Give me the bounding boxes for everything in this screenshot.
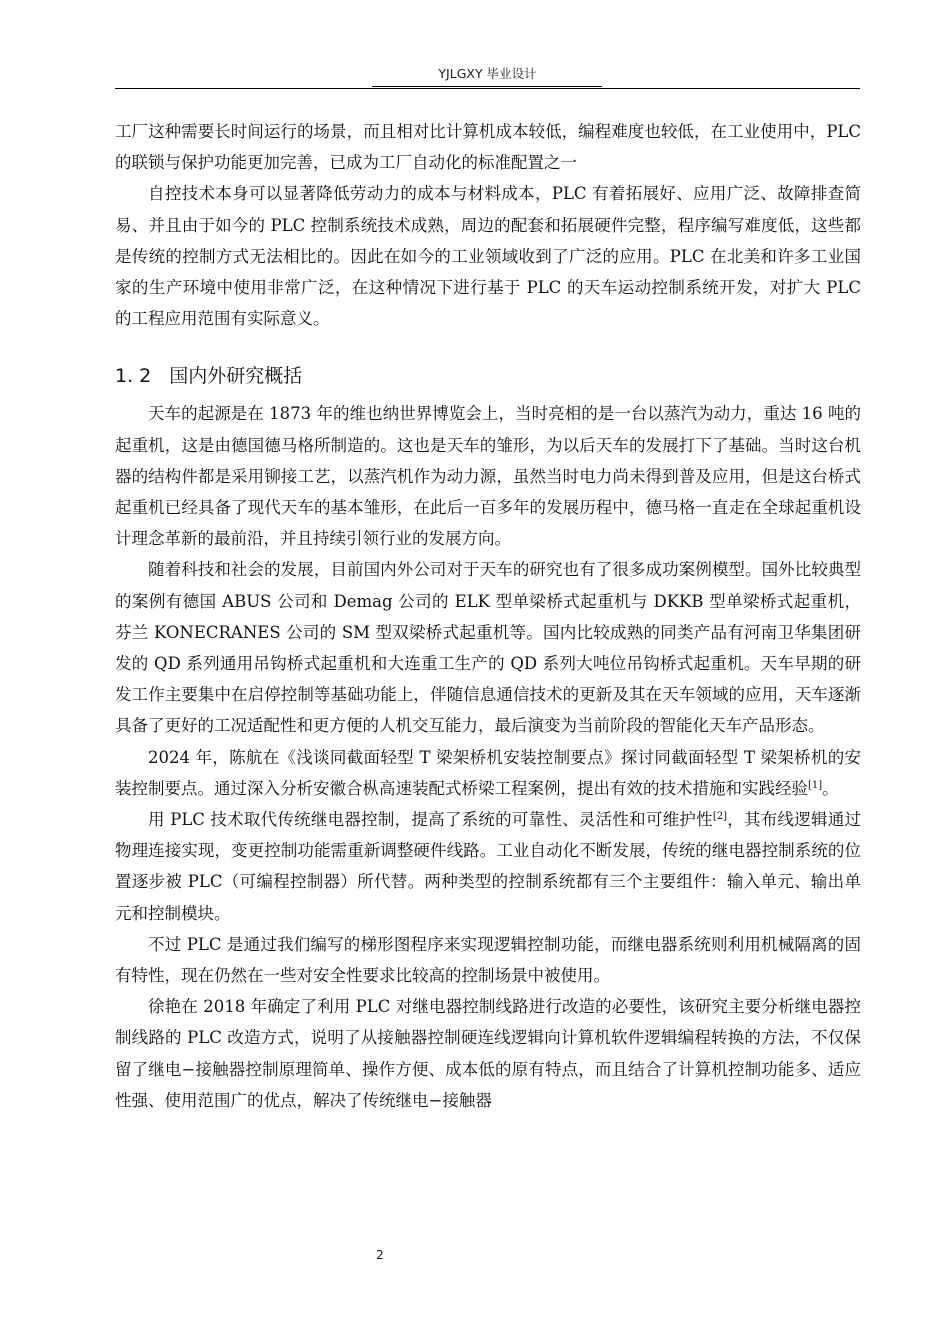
paragraph-4: 随着科技和社会的发展，目前国内外公司对于天车的研究也有了很多成功案例模型。国外比较典型的案例有德国 ABUS 公司和 Demag 公司的 ELK 型单梁桥式起重机与 DKKB 型单梁桥式起重机，芬兰 KONECRANES 公司的 SM 型双梁桥式起重机等。国内比较成熟的同类产品有河南卫华集团研发的 QD 系列通用吊钩桥式起重机和大连重工生产的 QD 系列大吨位吊钩桥式起重机。天车早期的研发工作主要集中在启停控制等基础功能上，伴随信息通信技术的更新及其在天车领域的应用，天车逐渐具备了更好的工况适配性和更方便的人机交互能力，最后演变为当前阶段的智能化天车产品形态。	[115, 560, 861, 736]
paragraph-7: 不过 PLC 是通过我们编写的梯形图程序来实现逻辑控制功能，而继电器系统则利用机械隔离的固有特性，现在仍然在一些对安全性要求比较高的控制场景中被使用。	[115, 934, 861, 986]
paragraph-5	[115, 742, 861, 804]
paragraph-5-end: 。	[822, 778, 839, 798]
paragraph-3: 天车的起源是在 1873 年的维也纳世界博览会上，当时亮相的是一台以蒸汽为动力，重达 16 吨的起重机，这是由德国德马格所制造的。这也是天车的雏形，为以后天车的发展打下了基础。当时这台机器的结构件都是采用铆接工艺，以蒸汽机作为动力源，虽然当时电力尚未得到普及应用，但是这台桥式起重机已经具备了现代天车的基本雏形，在此后一百多年的发展历程中，德马格一直走在全球起重机设计理念革新的最前沿，并且持续引领行业的发展方向。	[115, 404, 861, 549]
body-content	[115, 116, 861, 1116]
header-rule	[115, 88, 860, 89]
paragraph-6	[115, 804, 861, 929]
paragraph-2: 自控技术本身可以显著降低劳动力的成本与材料成本，PLC 有着拓展好、应用广泛、故障排查简易、并且由于如今的 PLC 控制系统技术成熟，周边的配套和拓展硬件完整，程序编写难度低，这些都是传统的控制方式无法相比的。因此在如今的工业领域收到了广泛的应用。PLC 在北美和许多工业国家的生产环境中使用非常广泛，在这种情况下进行基于 PLC 的天车运动控制系统开发，对扩大 PLC 的工程应用范围有实际意义。	[115, 184, 861, 329]
citation-1: [1]	[808, 779, 823, 791]
header-rule-accent	[372, 86, 602, 87]
citation-2: [2]	[712, 811, 728, 823]
section-number: 1. 2	[115, 365, 152, 388]
paragraph-8: 徐艳在 2018 年确定了利用 PLC 对继电器控制线路进行改造的必要性，该研究主要分析继电器控制线路的 PLC 改造方式，说明了从接触器控制硬连线逻辑向计算机软件逻辑编程转换的方法，不仅保留了继电−接触器控制原理简单、操作方便、成本低的原有特点，而且结合了计算机控制功能多、适应性强、使用范围广的优点，解决了传统继电−接触器	[115, 997, 861, 1110]
paragraph-6-text-b: ，其布线逻辑通过物理连接实现，变更控制功能需重新调整硬件线路。工业自动化不断发展，传统的继电器控制系统的位置逐步被 PLC（可编程控制器）所代替。两种类型的控制系统都有三个主要组件：输入单元、输出单元和控制模块。	[115, 810, 861, 923]
section-title: 国内外研究概括	[169, 365, 303, 388]
paragraph-5-text: 2024 年，陈航在《浅谈同截面轻型 T 梁架桥机安装控制要点》探讨同截面轻型 T 梁架桥机的安装控制要点。通过深入分析安徽合枞高速装配式桥梁工程案例，提出有效的技术措施和实践经验	[115, 747, 861, 798]
page-header: YJLGXY 毕业设计	[438, 66, 537, 81]
paragraph-1: 工厂这种需要长时间运行的场景，而且相对比计算机成本较低，编程难度也较低，在工业使用中，PLC 的联锁与保护功能更加完善，已成为工厂自动化的标准配置之一	[115, 122, 861, 173]
page-number: 2	[376, 1248, 384, 1262]
section-heading	[115, 360, 861, 392]
paragraph-6-text-a: 用 PLC 技术取代传统继电器控制，提高了系统的可靠性、灵活性和可维护性	[148, 810, 713, 830]
